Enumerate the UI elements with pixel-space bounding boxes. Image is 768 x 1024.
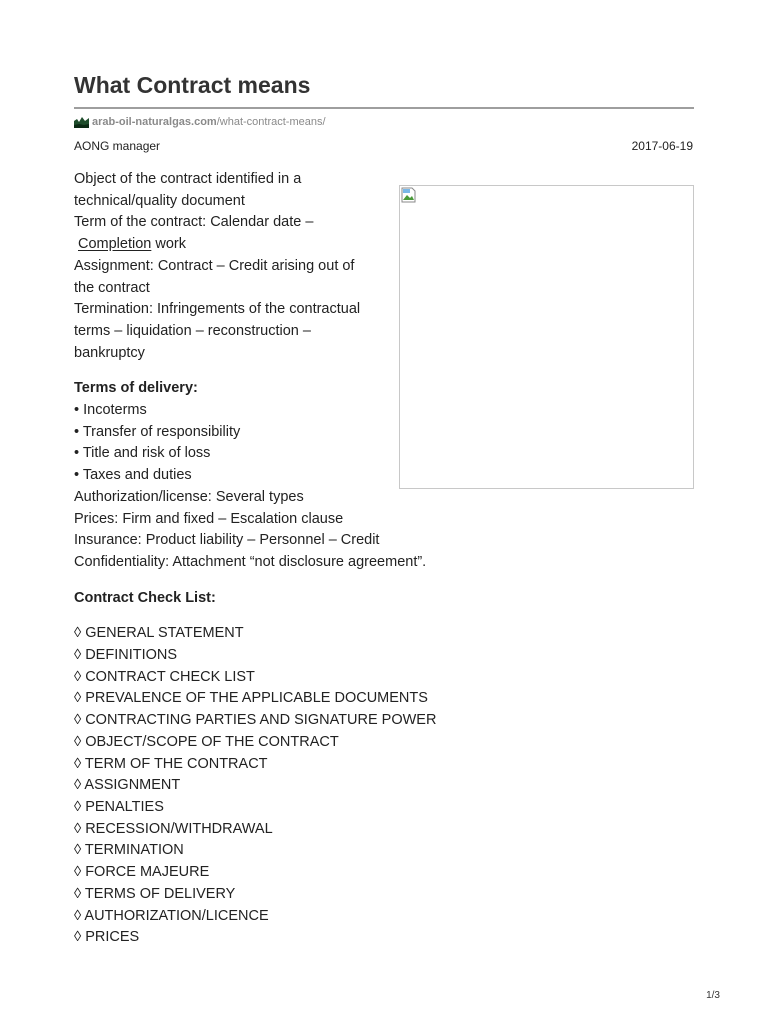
checklist-item: ◊ CONTRACT CHECK LIST [74,668,255,685]
source-domain[interactable]: arab-oil-naturalgas.com [92,116,217,128]
checklist-item: ◊ PREVALENCE OF THE APPLICABLE DOCUMENTS [74,690,428,707]
delivery-item: • Title and risk of loss [74,445,211,462]
delivery-item: • Taxes and duties [74,467,192,484]
delivery-item: • Transfer of responsibility [74,423,241,440]
intro-line: technical/quality document [74,192,245,209]
delivery-heading: Terms of delivery: [74,380,198,397]
checklist-item: ◊ OBJECT/SCOPE OF THE CONTRACT [74,733,339,750]
intro-line: Term of the contract: Calendar date – [74,214,314,231]
checklist-item: ◊ PRICES [74,929,140,946]
intro-line: bankruptcy [74,344,145,361]
source-path[interactable]: /what-contract-means/ [216,116,326,128]
author: AONG manager [74,139,161,153]
article-image [399,185,694,489]
source-url[interactable] [74,114,326,130]
title-divider [74,107,694,109]
checklist-item: ◊ GENERAL STATEMENT [74,625,244,642]
intro-line: Object of the contract identified in a [74,171,302,187]
checklist-item: ◊ ASSIGNMENT [74,777,181,794]
intro-line-rest: work [151,236,186,253]
site-favicon-icon [74,115,89,128]
checklist-item: ◊ FORCE MAJEURE [74,864,210,881]
checklist-item: ◊ RECESSION/WITHDRAWAL [74,820,273,837]
intro-line [74,234,399,256]
checklist-item: ◊ TERM OF THE CONTRACT [74,755,268,772]
checklist-heading: Contract Check List: [74,589,216,606]
checklist-item: ◊ CONTRACTING PARTIES AND SIGNATURE POWER [74,712,437,729]
completion-link[interactable]: Completion [78,236,152,253]
delivery-note: Prices: Firm and fixed – Escalation clause [74,510,344,527]
delivery-note: Authorization/license: Several types [74,488,304,505]
checklist-item: ◊ DEFINITIONS [74,647,178,664]
article-body [74,169,437,949]
delivery-note: Confidentiality: Attachment “not disclosure agreement”. [74,553,427,570]
page-number: 1/3 [706,990,720,1001]
intro-line: the contract [74,279,150,296]
intro-line: Termination: Infringements of the contractual [74,301,361,318]
page-title: What Contract means [74,72,311,98]
delivery-item: • Incoterms [74,402,147,419]
checklist-item: ◊ PENALTIES [74,798,164,815]
checklist-item: ◊ TERMINATION [74,842,184,859]
checklist-item: ◊ AUTHORIZATION/LICENCE [74,907,269,924]
broken-image-icon [401,187,417,203]
publish-date: 2017-06-19 [631,139,693,153]
intro-line: Assignment: Contract – Credit arising out of [74,257,355,274]
intro-line: terms – liquidation – reconstruction – [74,322,311,339]
delivery-note: Insurance: Product liability – Personnel – Credit [74,532,380,549]
checklist-item: ◊ TERMS OF DELIVERY [74,885,236,902]
